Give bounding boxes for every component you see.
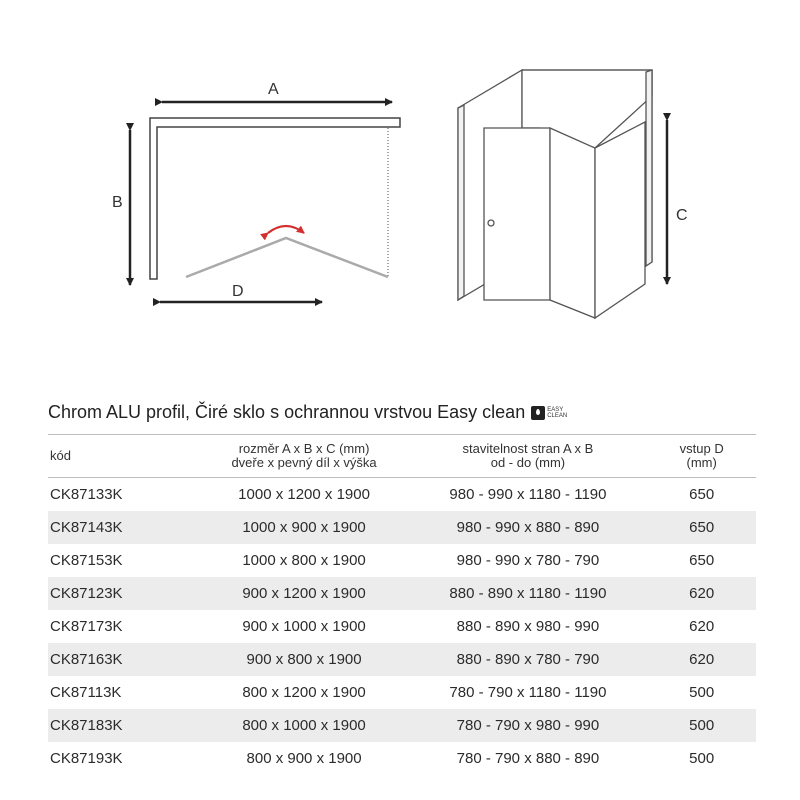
cell-dims: 800 x 900 x 1900	[246, 750, 362, 767]
cell-adj: 980 - 990 x 1180 - 1190	[449, 486, 607, 503]
cell-adj: 880 - 890 x 980 - 990	[456, 618, 600, 635]
cell-code: CK87183K	[48, 709, 200, 742]
badge-line-1: EASY	[547, 406, 564, 413]
table-row	[48, 478, 756, 512]
cell-adj: 980 - 990 x 880 - 890	[409, 511, 648, 544]
cell-adj: 780 - 790 x 980 - 990	[409, 709, 648, 742]
header-dims-line2: dveře x pevný díl x výška	[231, 455, 377, 470]
table-row	[48, 511, 756, 544]
cell-adj: 880 - 890 x 780 - 790	[409, 643, 648, 676]
header-d-line2: (mm)	[686, 455, 717, 470]
cell-dims: 800 x 1200 x 1900	[242, 684, 366, 701]
cell-code: CK87173K	[50, 618, 123, 635]
badge-line-2: CLEAN	[547, 412, 568, 419]
folding-panel-1	[550, 128, 595, 318]
header-dims-line1: rozměr A x B x C (mm)	[238, 441, 370, 456]
cell-code: CK87193K	[50, 750, 123, 767]
cell-adj: 980 - 990 x 780 - 790	[456, 552, 600, 569]
cell-dims: 900 x 800 x 1900	[200, 643, 409, 676]
cell-d: 650	[689, 552, 715, 569]
header-entry-d	[647, 435, 756, 478]
rotation-arrow-icon	[268, 226, 304, 233]
cell-d: 500	[647, 709, 756, 742]
header-dims	[200, 435, 409, 478]
easy-clean-badge	[531, 406, 567, 420]
cell-code: CK87123K	[48, 577, 200, 610]
cell-code: CK87153K	[50, 552, 123, 569]
cell-d: 620	[689, 618, 715, 635]
cell-dims: 1000 x 800 x 1900	[242, 552, 366, 569]
header-adj-line2: od - do (mm)	[490, 455, 566, 470]
table-row	[48, 709, 756, 742]
water-drop-icon	[531, 406, 545, 420]
plan-view	[112, 81, 400, 302]
cell-code: CK87113K	[50, 684, 122, 701]
cell-adj: 780 - 790 x 880 - 890	[456, 750, 600, 767]
table-heading	[48, 402, 567, 423]
cell-dims: 900 x 1200 x 1900	[200, 577, 409, 610]
spec-table	[48, 434, 756, 775]
cell-dims: 900 x 1000 x 1900	[242, 618, 366, 635]
header-code: kód	[48, 435, 200, 478]
cell-d: 620	[647, 643, 756, 676]
dimension-c-label: C	[676, 207, 688, 224]
cell-d: 650	[647, 511, 756, 544]
header-adj-line1: stavitelnost stran A x B	[462, 441, 594, 456]
cell-d: 650	[689, 486, 715, 503]
header-adjustability	[409, 435, 648, 478]
cell-d: 620	[647, 577, 756, 610]
dimension-a-label: A	[268, 81, 279, 98]
dimension-diagram	[0, 0, 800, 380]
folding-door	[186, 238, 388, 277]
folding-panel-2	[595, 122, 645, 318]
cell-adj: 780 - 790 x 1180 - 1190	[449, 684, 607, 701]
cell-dims: 1000 x 1200 x 1900	[238, 486, 370, 503]
heading-title: Chrom ALU profil, Čiré sklo s ochrannou vrstvou Easy clean	[48, 402, 526, 422]
cell-code: CK87143K	[48, 511, 200, 544]
table-row	[48, 544, 756, 577]
cell-dims: 1000 x 900 x 1900	[200, 511, 409, 544]
wall-frame	[150, 118, 400, 279]
dimension-d-label: D	[232, 283, 244, 300]
cell-d: 500	[689, 684, 715, 701]
header-d-line1: vstup D	[679, 441, 724, 456]
table-row	[48, 610, 756, 643]
cell-dims: 800 x 1000 x 1900	[200, 709, 409, 742]
door-panel	[484, 128, 550, 300]
cell-d: 500	[689, 750, 715, 767]
cell-code: CK87133K	[50, 486, 123, 503]
cell-adj: 880 - 890 x 1180 - 1190	[409, 577, 648, 610]
table-row	[48, 643, 756, 676]
table-row	[48, 742, 756, 775]
table-header-row	[48, 435, 756, 478]
door-handle-icon	[488, 220, 494, 226]
table-row	[48, 577, 756, 610]
cell-code: CK87163K	[48, 643, 200, 676]
table-row	[48, 676, 756, 709]
dimension-b-label: B	[112, 194, 123, 211]
perspective-view	[458, 70, 688, 318]
